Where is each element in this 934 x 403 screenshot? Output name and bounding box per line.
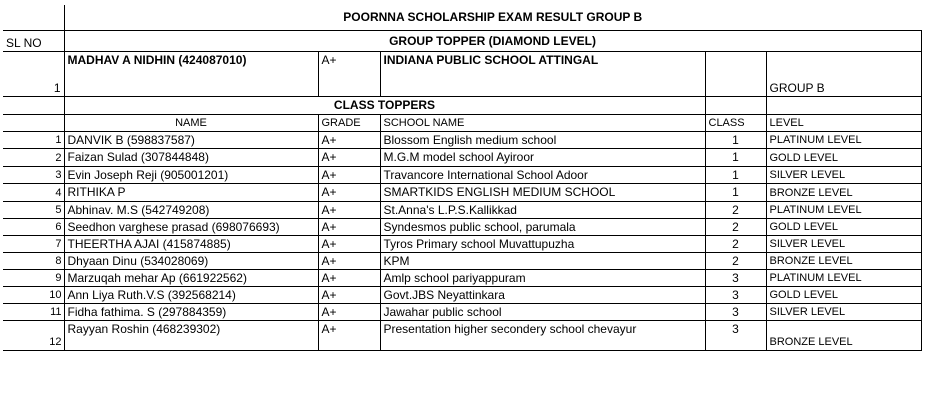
header-level: LEVEL	[766, 114, 921, 131]
table-row	[3, 183, 921, 201]
row-level: SILVER LEVEL	[766, 166, 921, 183]
row-sl: 1	[3, 131, 64, 148]
row-class: 1	[705, 166, 766, 183]
class-toppers-rows	[3, 131, 921, 350]
table-row	[3, 252, 921, 269]
table-row	[3, 303, 921, 320]
row-school: Presentation higher secondery school chevayur	[380, 320, 705, 350]
class-toppers-sl-blank	[3, 96, 64, 114]
row-school: KPM	[380, 252, 705, 269]
row-grade: A+	[318, 148, 380, 166]
row-name: Ann Liya Ruth.V.S (392568214)	[64, 286, 318, 303]
row-level: PLATINUM LEVEL	[766, 201, 921, 218]
row-school: Syndesmos public school, parumala	[380, 218, 705, 235]
row-level: BRONZE LEVEL	[766, 183, 921, 201]
row-grade: A+	[318, 252, 380, 269]
row-class: 1	[705, 148, 766, 166]
row-school: Blossom English medium school	[380, 131, 705, 148]
row-sl: 12	[3, 320, 64, 350]
row-class: 3	[705, 320, 766, 350]
class-toppers-blank-level	[766, 96, 921, 114]
group-topper-grade: A+	[318, 51, 380, 96]
row-level: GOLD LEVEL	[766, 148, 921, 166]
column-header-row	[3, 114, 921, 131]
row-sl: 11	[3, 303, 64, 320]
group-topper-heading-row	[3, 30, 921, 51]
row-name: Seedhon varghese prasad (698076693)	[64, 218, 318, 235]
table-row	[3, 269, 921, 286]
table-row	[3, 218, 921, 235]
group-topper-class	[705, 51, 766, 96]
table-row	[3, 286, 921, 303]
row-class: 2	[705, 252, 766, 269]
sl-no-label: SL NO	[3, 30, 64, 51]
sheet-body	[3, 5, 921, 131]
corner-cell	[3, 5, 64, 30]
row-sl: 4	[3, 183, 64, 201]
header-class: CLASS	[705, 114, 766, 131]
table-row	[3, 235, 921, 252]
row-school: Amlp school pariyappuram	[380, 269, 705, 286]
row-sl: 7	[3, 235, 64, 252]
row-class: 3	[705, 303, 766, 320]
row-level: BRONZE LEVEL	[766, 320, 921, 350]
row-name: Faizan Sulad (307844848)	[64, 148, 318, 166]
row-sl: 6	[3, 218, 64, 235]
row-grade: A+	[318, 269, 380, 286]
class-toppers-blank-class	[705, 96, 766, 114]
class-toppers-heading: CLASS TOPPERS	[64, 96, 705, 114]
row-name: Evin Joseph Reji (905001201)	[64, 166, 318, 183]
row-school: Tyros Primary school Muvattupuzha	[380, 235, 705, 252]
row-level: GOLD LEVEL	[766, 218, 921, 235]
table-row	[3, 201, 921, 218]
row-name: Abhinav. M.S (542749208)	[64, 201, 318, 218]
title-row	[3, 5, 921, 30]
row-school: St.Anna's L.P.S.Kallikkad	[380, 201, 705, 218]
row-level: SILVER LEVEL	[766, 303, 921, 320]
row-class: 2	[705, 218, 766, 235]
row-level: PLATINUM LEVEL	[766, 269, 921, 286]
group-topper-level: GROUP B	[766, 51, 921, 96]
row-school: Travancore International School Adoor	[380, 166, 705, 183]
row-name: DANVIK B (598837587)	[64, 131, 318, 148]
class-toppers-heading-row	[3, 96, 921, 114]
row-sl: 10	[3, 286, 64, 303]
header-grade: GRADE	[318, 114, 380, 131]
page-title: POORNNA SCHOLARSHIP EXAM RESULT GROUP B	[64, 5, 921, 30]
row-sl: 5	[3, 201, 64, 218]
header-sl-blank	[3, 114, 64, 131]
table-row	[3, 148, 921, 166]
group-topper-heading: GROUP TOPPER (DIAMOND LEVEL)	[64, 30, 921, 51]
row-grade: A+	[318, 235, 380, 252]
row-class: 2	[705, 201, 766, 218]
row-level: GOLD LEVEL	[766, 286, 921, 303]
row-class: 2	[705, 235, 766, 252]
row-grade: A+	[318, 218, 380, 235]
header-school: SCHOOL NAME	[380, 114, 705, 131]
row-school: SMARTKIDS ENGLISH MEDIUM SCHOOL	[380, 183, 705, 201]
table-row	[3, 131, 921, 148]
row-grade: A+	[318, 320, 380, 350]
row-sl: 3	[3, 166, 64, 183]
row-class: 3	[705, 269, 766, 286]
row-class: 1	[705, 131, 766, 148]
row-school: Govt.JBS Neyattinkara	[380, 286, 705, 303]
row-name: Fidha fathima. S (297884359)	[64, 303, 318, 320]
row-level: PLATINUM LEVEL	[766, 131, 921, 148]
group-topper-school: INDIANA PUBLIC SCHOOL ATTINGAL	[380, 51, 705, 96]
row-grade: A+	[318, 131, 380, 148]
table-row	[3, 320, 921, 350]
row-sl: 9	[3, 269, 64, 286]
row-grade: A+	[318, 303, 380, 320]
row-name: Marzuqah mehar Ap (661922562)	[64, 269, 318, 286]
row-grade: A+	[318, 183, 380, 201]
row-name: Dhyaan Dinu (534028069)	[64, 252, 318, 269]
row-class: 3	[705, 286, 766, 303]
group-topper-row	[3, 51, 921, 96]
row-grade: A+	[318, 201, 380, 218]
row-name: THEERTHA AJAI (415874885)	[64, 235, 318, 252]
group-topper-name: MADHAV A NIDHIN (424087010)	[64, 51, 318, 96]
row-sl: 8	[3, 252, 64, 269]
row-class: 1	[705, 183, 766, 201]
row-grade: A+	[318, 286, 380, 303]
row-grade: A+	[318, 166, 380, 183]
table-row	[3, 166, 921, 183]
row-school: Jawahar public school	[380, 303, 705, 320]
group-topper-sl: 1	[3, 51, 64, 96]
row-name: RITHIKA P	[64, 183, 318, 201]
row-level: BRONZE LEVEL	[766, 252, 921, 269]
row-school: M.G.M model school Ayiroor	[380, 148, 705, 166]
row-name: Rayyan Roshin (468239302)	[64, 320, 318, 350]
row-sl: 2	[3, 148, 64, 166]
result-sheet	[3, 5, 922, 351]
header-name: NAME	[64, 114, 318, 131]
row-level: SILVER LEVEL	[766, 235, 921, 252]
